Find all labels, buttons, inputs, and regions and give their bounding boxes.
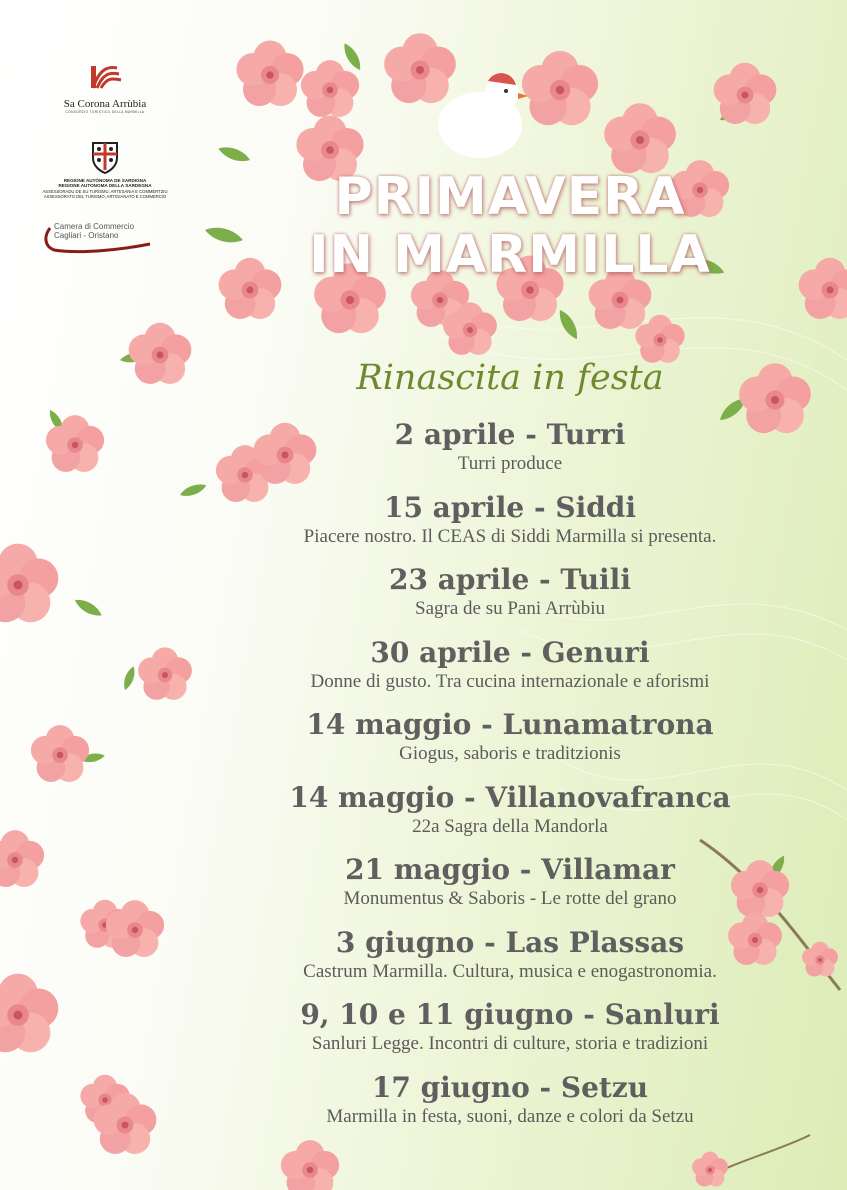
corona-subtitle: CONSORZIO TURISTICO DELLA MARMILLA [65,110,145,114]
event-description: Donne di gusto. Tra cucina internazionale e aforismi [310,670,710,692]
event-description: Sagra de su Pani Arrùbiu [415,598,605,619]
event-item [225,853,795,926]
camera-line1: Camera di Commercio [54,222,135,231]
event-item [225,926,795,999]
event-title: 23 aprile - Tuili [389,563,631,596]
title-line1: PRIMAVERA [334,167,686,227]
camera-commercio-logo [40,222,170,254]
title-line2: IN MARMILLA [309,225,711,285]
event-item [225,636,795,709]
sa-corona-arrubia-logo [40,62,170,114]
corona-emblem-icon [85,62,125,92]
event-item [225,1071,795,1144]
regione-line3: ASSESSORADU DE SU TURISMU, ARTESANIA E COMMÈRTZIU [42,188,168,194]
event-description: Marmilla in festa, suoni, danze e colori da Setzu [326,1105,694,1127]
bird-icon [438,73,528,158]
event-list [225,418,795,1143]
event-item [225,491,795,564]
event-description: Monumentus & Saboris - Le rotte del grano [343,888,677,909]
event-item [225,708,795,781]
event-description: 22a Sagra della Mandorla [412,815,608,837]
event-item [225,563,795,636]
poster-title [230,168,790,284]
event-title: 2 aprile - Turri [394,418,626,451]
event-title: 14 maggio - Villanovafranca [289,780,731,814]
event-title: 17 giugno - Setzu [371,1070,649,1104]
regione-crest-icon [90,140,120,174]
camera-line2: Cagliari - Oristano [54,231,119,240]
event-description: Sanluri Legge. Incontri di culture, storia e tradizioni [311,1033,709,1054]
event-description: Castrum Marmilla. Cultura, musica e enogastronomia. [303,960,717,982]
regione-line1: REGIONE AUTÒNOMA DE SARDIGNA [63,178,147,183]
regione-line4: ASSESSORATO DEL TURISMO, ARTIGIANATO E COMMERCIO [43,193,167,199]
corona-name: Sa Corona Arrùbia [63,98,147,110]
event-item [225,781,795,854]
camera-swoosh-icon [40,222,160,254]
event-title: 21 maggio - Villamar [345,853,675,886]
event-title: 14 maggio - Lunamatrona [306,708,714,741]
event-description: Giogus, saboris e traditzionis [399,743,621,764]
regione-sardegna-logo [40,140,170,199]
event-item [225,418,795,491]
event-title: 30 aprile - Genuri [370,635,650,669]
event-title: 15 aprile - Siddi [383,490,637,524]
poster-subtitle: Rinascita in festa [356,358,664,398]
regione-line2: REGIONE AUTONOMA DELLA SARDEGNA [58,183,152,189]
event-title: 3 giugno - Las Plassas [335,925,685,959]
event-title: 9, 10 e 11 giugno - Sanluri [300,998,720,1031]
event-item [225,998,795,1071]
event-description: Piacere nostro. Il CEAS di Siddi Marmilla si presenta. [303,525,717,547]
event-description: Turri produce [457,453,563,474]
